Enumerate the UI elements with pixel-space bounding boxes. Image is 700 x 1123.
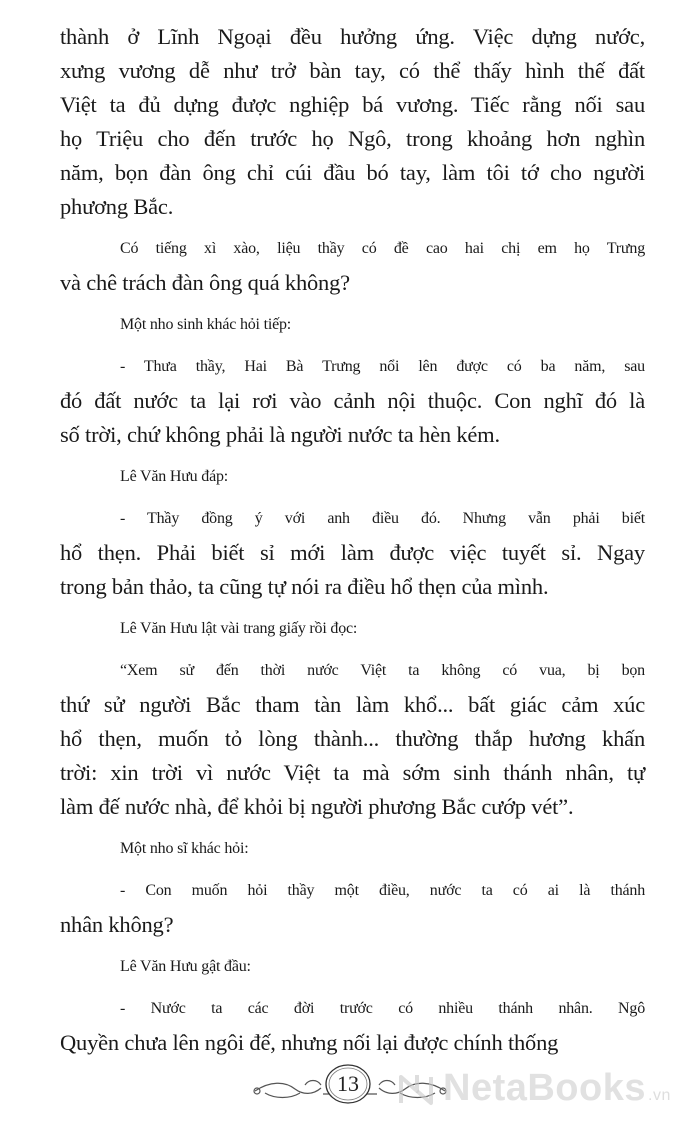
page-number: 13 [337, 1071, 359, 1096]
paragraph [60, 308, 645, 342]
text-line: họ Triệu cho đến trước họ Ngô, trong khoảng hơn nghìn [60, 126, 645, 151]
paragraph [60, 992, 645, 1060]
text-line: hổ thẹn, muốn tỏ lòng thành... thường thắp hương khấn [60, 726, 645, 751]
text-line: xưng vương dễ như trở bàn tay, có thể thấy hình thế đất [60, 58, 645, 83]
text-line: Lê Văn Hưu gật đầu: [120, 958, 251, 975]
text-line: Lê Văn Hưu đáp: [120, 468, 229, 485]
paragraph [60, 654, 645, 824]
page-footer [0, 1055, 700, 1115]
paragraph [60, 832, 645, 866]
paragraph [60, 950, 645, 984]
netabooks-logo-icon [395, 1069, 437, 1109]
text-line: - Thưa thầy, Hai Bà Trưng nổi lên được có ba năm, sau [120, 358, 645, 375]
text-line: Một nho sĩ khác hỏi: [120, 840, 249, 857]
text-line: nhân không? [60, 912, 174, 937]
watermark-suffix: .vn [648, 1087, 671, 1104]
text-line: - Con muốn hỏi thầy một điều, nước ta có ai là thánh [120, 882, 645, 899]
paragraph [60, 502, 645, 604]
paragraph [60, 874, 645, 942]
text-line: số trời, chứ không phải là người nước ta hèn kém. [60, 422, 500, 447]
paragraph [60, 460, 645, 494]
paragraph [60, 612, 645, 646]
text-line: trong bản thảo, ta cũng tự nói ra điều hổ thẹn của mình. [60, 574, 549, 599]
paragraph [60, 232, 645, 300]
paragraph [60, 350, 645, 452]
text-line: Lê Văn Hưu lật vài trang giấy rồi đọc: [120, 620, 358, 637]
text-line: làm đế nước nhà, để khỏi bị người phương Bắc cướp vét”. [60, 794, 574, 819]
text-line: hổ thẹn. Phải biết sỉ mới làm được việc tuyết sỉ. Ngay [60, 540, 645, 565]
text-line: năm, bọn đàn ông chỉ cúi đầu bó tay, làm tôi tớ cho người [60, 160, 645, 185]
text-line: Quyền chưa lên ngôi đế, nhưng nối lại được chính thống [60, 1030, 559, 1055]
page-body-text [60, 20, 645, 1068]
text-line: Việt ta đủ dựng được nghiệp bá vương. Tiếc rằng nối sau [60, 92, 645, 117]
text-line: thành ở Lĩnh Ngoại đều hưởng ứng. Việc dựng nước, [60, 24, 645, 49]
text-line: “Xem sử đến thời nước Việt ta không có vua, bị bọn [120, 662, 645, 679]
text-line: trời: xin trời vì nước Việt ta mà sớm sinh thánh nhân, tự [60, 760, 645, 785]
text-line: thứ sử người Bắc tham tàn làm khổ... bất giác cảm xúc [60, 692, 645, 717]
text-line: - Nước ta các đời trước có nhiều thánh nhân. Ngô [120, 1000, 645, 1017]
paragraph [60, 20, 645, 224]
text-line: và chê trách đàn ông quá không? [60, 270, 350, 295]
text-line: Có tiếng xì xào, liệu thầy có đề cao hai chị em họ Trưng [120, 240, 645, 257]
text-line: đó đất nước ta lại rơi vào cảnh nội thuộc. Con nghĩ đó là [60, 388, 645, 413]
text-line: - Thầy đồng ý với anh điều đó. Nhưng vẫn phải biết [120, 510, 645, 527]
watermark-brand: NetaBooks [443, 1067, 646, 1109]
watermark-text [443, 1067, 671, 1117]
text-line: Một nho sinh khác hỏi tiếp: [120, 316, 292, 333]
netabooks-watermark [395, 1067, 695, 1109]
text-line: phương Bắc. [60, 194, 174, 219]
